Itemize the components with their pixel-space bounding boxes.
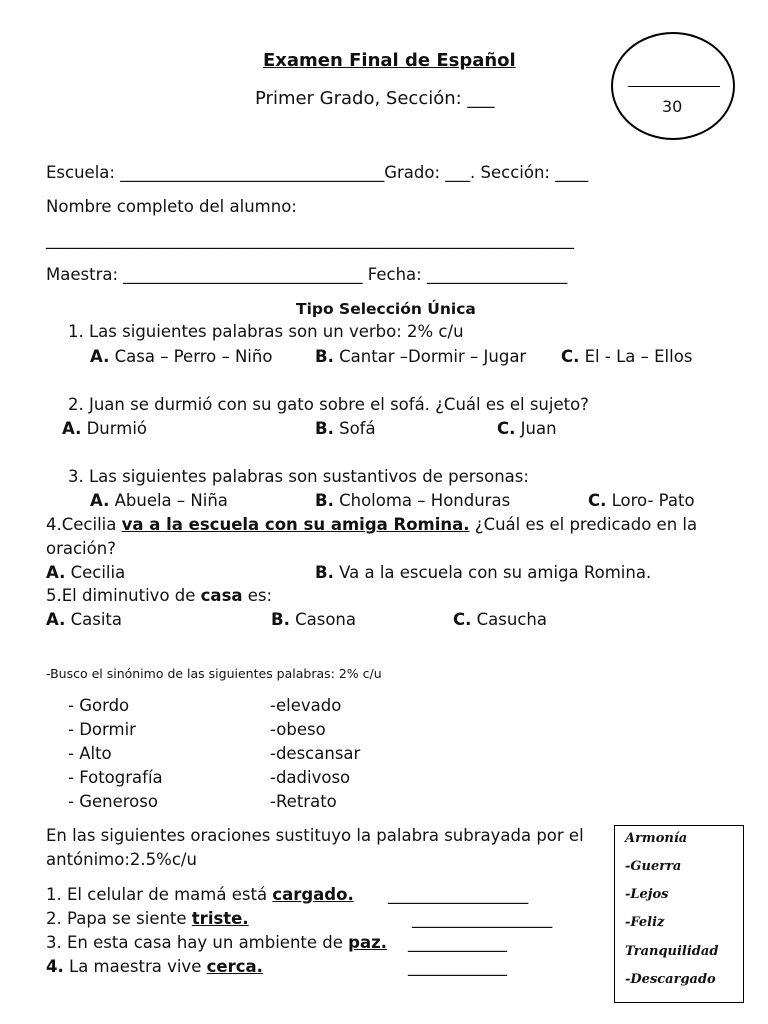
item-word: triste. (191, 909, 249, 928)
item-word: cerca. (206, 957, 263, 976)
synonym-word: - Generoso (68, 792, 158, 811)
word-bank-item: -Descargado (625, 972, 716, 987)
synonym-word: - Fotografía (68, 768, 163, 787)
q5-suffix: es: (242, 586, 273, 605)
option-text: Abuela – Niña (109, 491, 228, 510)
option-text: Sofá (333, 419, 376, 438)
q5-option-b (271, 610, 356, 629)
score-value: 30 (662, 97, 683, 116)
word-bank-item: -Feliz (625, 915, 665, 930)
q2-option-a (62, 419, 147, 438)
option-text: Va a la escuela con su amiga Romina. (333, 563, 652, 582)
q2-text: 2. Juan se durmió con su gato sobre el sofá. ¿Cuál es el sujeto? (68, 395, 589, 414)
q4-underlined: va a la escuela con su amiga Romina. (121, 515, 470, 534)
option-letter: C. (561, 347, 580, 366)
option-text: Juan (515, 419, 557, 438)
item-text: La maestra vive (63, 957, 207, 976)
word-bank-item: Tranquilidad (625, 944, 719, 959)
item-number: 2. (46, 909, 62, 928)
answer-blank: ____________ (408, 957, 507, 976)
option-text: Casona (289, 610, 356, 629)
option-text: Casita (65, 610, 122, 629)
item-number: 3. (46, 933, 62, 952)
q1-option-c (561, 347, 692, 366)
synonym-option: -obeso (270, 720, 326, 739)
q4-suffix: ¿Cuál es el predicado en la (469, 515, 698, 534)
option-text: Durmió (81, 419, 148, 438)
option-letter: A. (46, 610, 66, 629)
q5-option-a (46, 610, 122, 629)
option-text: Casucha (471, 610, 547, 629)
q4-option-a (46, 563, 125, 582)
synonym-word: - Gordo (68, 696, 130, 715)
option-text: Choloma – Honduras (333, 491, 511, 510)
answer-blank: ____________ (408, 933, 507, 952)
word-bank-item: -Lejos (625, 887, 669, 902)
option-letter: A. (90, 347, 110, 366)
nombre-blank: ________________________________________________________________ (46, 230, 574, 249)
synonym-option: -elevado (270, 696, 342, 715)
q4-prefix: 4.Cecilia (46, 515, 122, 534)
q2-option-c (497, 419, 557, 438)
q3-option-c (588, 491, 695, 510)
synonym-option: -dadivoso (270, 768, 351, 787)
q3-text: 3. Las siguientes palabras son sustantivos de personas: (68, 467, 529, 486)
escuela-line: Escuela: ________________________________Grado: ___. Sección: ____ (46, 163, 589, 182)
synonym-option: -Retrato (270, 792, 337, 811)
item-word: paz. (348, 933, 387, 952)
antonym-instruction-2: antónimo:2.5%c/u (46, 850, 197, 869)
option-letter: C. (588, 491, 607, 510)
synonym-option: -descansar (270, 744, 361, 763)
synonym-heading: -Busco el sinónimo de las siguientes palabras: 2% c/u (46, 666, 382, 681)
synonym-word: - Dormir (68, 720, 136, 739)
q4-text (46, 515, 697, 534)
item-number: 4. (46, 957, 64, 976)
maestra-line: Maestra: _____________________________ Fecha: _________________ (46, 265, 568, 284)
item-word: cargado. (272, 885, 354, 904)
q2-option-b (315, 419, 376, 438)
score-line (628, 86, 720, 87)
antonym-item (46, 957, 263, 976)
exam-title: Examen Final de Español (263, 50, 516, 71)
option-letter: B. (315, 563, 334, 582)
q3-option-a (90, 491, 228, 510)
option-text: Loro- Pato (606, 491, 695, 510)
option-text: Cantar –Dormir – Jugar (333, 347, 527, 366)
antonym-item (46, 933, 387, 952)
option-letter: B. (315, 347, 334, 366)
option-letter: B. (271, 610, 290, 629)
option-letter: A. (90, 491, 110, 510)
q4-option-b (315, 563, 651, 582)
q5-text (46, 586, 272, 605)
antonym-item (46, 885, 354, 904)
item-text: Papa se siente (61, 909, 192, 928)
section-heading: Tipo Selección Única (296, 300, 476, 318)
option-text: Casa – Perro – Niño (109, 347, 273, 366)
option-letter: B. (315, 419, 334, 438)
q1-text: 1. Las siguientes palabras son un verbo: 2% c/u (68, 322, 464, 341)
antonym-item (46, 909, 249, 928)
q1-option-a (90, 347, 272, 366)
word-bank-item: Armonía (625, 831, 688, 846)
word-bank-item: -Guerra (625, 859, 682, 874)
synonym-word: - Alto (68, 744, 112, 763)
option-letter: C. (453, 610, 472, 629)
q1-option-b (315, 347, 526, 366)
answer-blank: _________________ (388, 885, 529, 904)
nombre-label: Nombre completo del alumno: (46, 197, 297, 216)
answer-blank: _________________ (412, 909, 553, 928)
antonym-instruction: En las siguientes oraciones sustituyo la palabra subrayada por el (46, 826, 584, 845)
item-number: 1. (46, 885, 62, 904)
option-letter: C. (497, 419, 516, 438)
option-letter: B. (315, 491, 334, 510)
q5-prefix: 5.El diminutivo de (46, 586, 201, 605)
option-letter: A. (62, 419, 82, 438)
exam-subtitle: Primer Grado, Sección: ___ (255, 88, 495, 109)
option-text: Cecilia (65, 563, 126, 582)
q5-bold: casa (200, 586, 243, 605)
option-text: El - La – Ellos (579, 347, 693, 366)
option-letter: A. (46, 563, 66, 582)
q4-line2: oración? (46, 539, 116, 558)
item-text: El celular de mamá está (61, 885, 273, 904)
item-text: En esta casa hay un ambiente de (61, 933, 349, 952)
q5-option-c (453, 610, 547, 629)
q3-option-b (315, 491, 510, 510)
